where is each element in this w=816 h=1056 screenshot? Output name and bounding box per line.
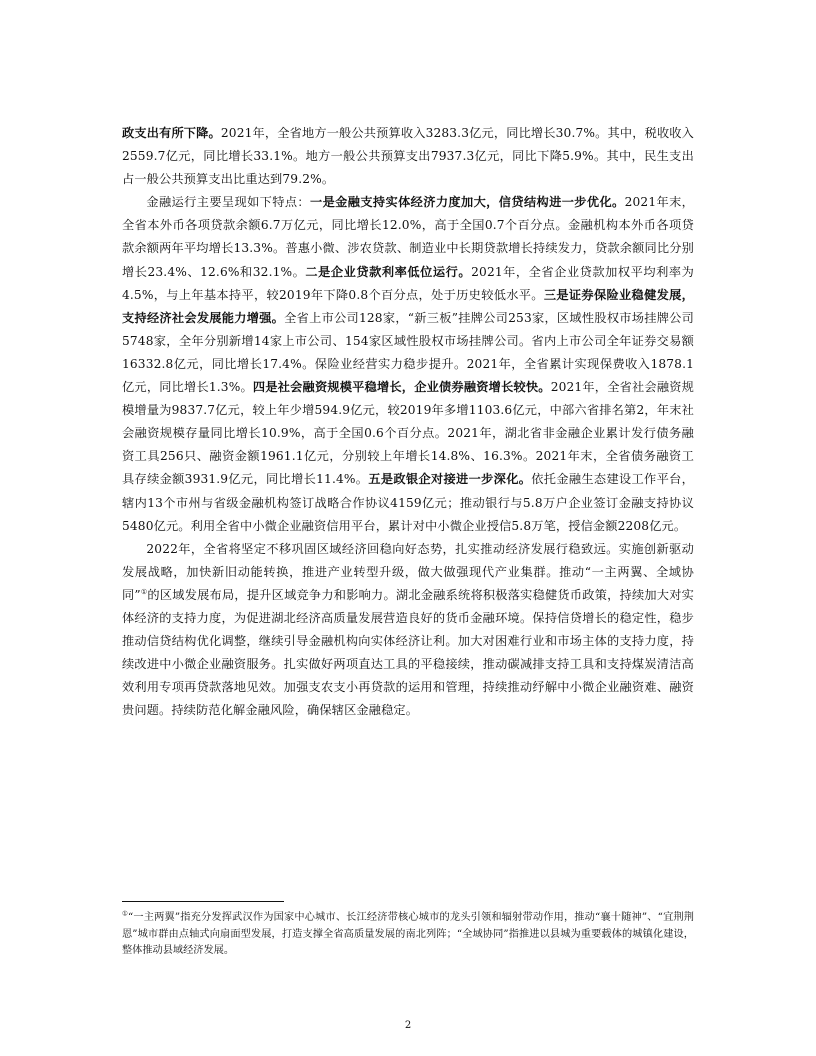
text-segment: 2021年，全省地方一般公共预算收入3283.3亿元，同比增长30.7%。其中，税收收入2559.7亿元，同比增长33.1%。地方一般公共预算支出7937.3亿元，同比下降5.9%。其中，民生支出占一般公共预算支出比重达到79.2%。 <box>122 126 695 187</box>
paragraph <box>122 122 694 191</box>
footnote-text: “一主两翼”指充分发挥武汉作为国家中心城市、长江经济带核心城市的龙头引领和辐射带动作用，推动“襄十随神”、“宜荆荆恩”城市群由点轴式向扇面型发展，打造支撑全省高质量发展的南北列阵；“全域协同”指推进以县城为重要载体的城镇化建设，整体推动县域经济发展。 <box>122 912 694 957</box>
footnote-reference: ① <box>140 587 148 596</box>
paragraph <box>122 191 694 537</box>
bold-phrase: 五是政银企对接进一步深化。 <box>368 472 532 487</box>
text-segment: 2021年，全省企业贷款加权平均利率为4.5%，与上年基本持平，较2019年下降0.8个百分点，处于历史较低水平。 <box>122 264 694 302</box>
footnote <box>122 910 694 960</box>
footnote-divider <box>122 901 284 902</box>
bold-phrase: 三是证券保险业稳健发展，支持经济社会发展能力增强。 <box>122 287 694 325</box>
text-segment: 2021年，全省社会融资规模增量为9837.7亿元，较上年少增594.9亿元，较2019年多增1103.6亿元，中部六省排名第2，年末社会融资规模存量同比增长10.9%，高于全国0.6个百分点。2021年，湖北省非金融企业累计发行债务融资工具256只、融资金额1961.1亿元，分别较上年增长14.8%、16.3%。2021年末，全省债务融资工具存续金额3931.9亿元，同比增长11.4%。 <box>122 380 694 487</box>
bold-phrase: 四是社会融资规模平稳增长，企业债券融资增长较快。 <box>252 380 551 395</box>
text-segment: 的区域发展布局，提升区域竞争力和影响力。湖北金融系统将积极落实稳健货币政策，持续加大对实体经济的支持力度，为促进湖北经济高质量发展营造良好的货币金融环境。保持信贷增长的稳定性，稳步推动信贷结构优化调整，继续引导金融机构向实体经济让利。加大对困难行业和市场主体的支持力度，持续改进中小微企业融资服务。扎实做好两项直达工具的平稳接续，推动碳减排支持工具和支持煤炭清洁高效利用专项再贷款落地见效。加强支农支小再贷款的运用和管理，持续推动纾解中小微企业融资难、融资贵问题。持续防范化解金融风险，确保辖区金融稳定。 <box>122 587 694 718</box>
footnote-marker: ① <box>122 909 129 918</box>
bold-phrase: 政支出有所下降。 <box>122 126 221 140</box>
text-segment: 依托金融生态建设工作平台，辖内13个市州与省级金融机构签订战略合作协议4159亿元；推动银行与5.8万户企业签订金融支持协议5480亿元。利用全省中小微企业融资信用平台，累计对中小微企业授信5.8万笔，授信金额2208亿元。 <box>122 472 694 533</box>
bold-phrase: 二是企业贷款利率低位运行。 <box>305 264 472 279</box>
page-number: 2 <box>404 1020 412 1031</box>
text-segment: 金融运行主要呈现如下特点： <box>146 195 310 210</box>
paragraph <box>122 538 694 723</box>
body-text <box>122 122 694 722</box>
text-segment: 全省上市公司128家，“新三板”挂牌公司253家，区域性股权市场挂牌公司5748家，全年分别新增14家上市公司、154家区域性股权市场挂牌公司。省内上市公司全年证券交易额16332.8亿元，同比增长17.4%。保险业经营实力稳步提升。2021年，全省累计实现保费收入1878.1亿元，同比增长1.3%。 <box>122 310 694 395</box>
text-segment: 2022年，全省将坚定不移巩固区域经济回稳向好态势，扎实推动经济发展行稳致远。实施创新驱动发展战略，加快新旧动能转换，推进产业转型升级，做大做强现代产业集群。推动“一主两翼、全域协同” <box>122 541 694 602</box>
text-segment: 2021年末，全省本外币各项贷款余额6.7万亿元，同比增长12.0%，高于全国0.7个百分点。金融机构本外币各项贷款余额两年平均增长13.3%。普惠小微、涉农贷款、制造业中长期贷款增长持续发力，贷款余额同比分别增长23.4%、12.6%和32.1%。 <box>122 195 694 279</box>
bold-phrase: 一是金融支持实体经济力度加大，信贷结构进一步优化。 <box>310 195 625 210</box>
